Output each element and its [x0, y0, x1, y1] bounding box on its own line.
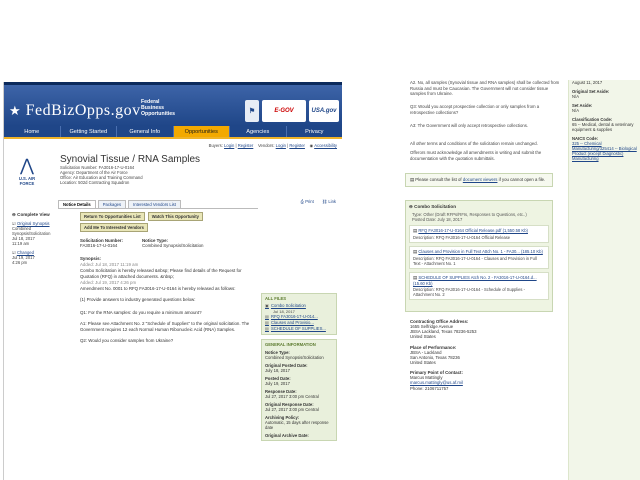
document-icon: ▤	[265, 320, 269, 325]
complete-view-header	[12, 212, 56, 218]
gi-label: Response Date:	[265, 389, 297, 394]
synopsis-text: (1) Provide answers to industry generated questions below:	[80, 296, 196, 302]
check-icon: ☑	[12, 250, 16, 255]
combo-solicitation-title	[409, 204, 549, 210]
notice-prefix: Please consult the list of	[415, 177, 462, 182]
check-icon: ☑	[12, 221, 16, 226]
notice-details	[80, 212, 254, 344]
complete-view-sidebar	[12, 212, 56, 269]
nav-agencies[interactable]: Agencies	[230, 126, 287, 137]
link-icon: ⛓	[321, 199, 328, 204]
answer-text: A1: Please see Attachment No. 2 "Schedule of Supplies" to the original solicitation. The Government requires 12 each Normal Human Ribonucleic Acid (RNA) Samples.	[80, 320, 250, 332]
seal-icon: ⚑	[245, 100, 259, 122]
place-of-performance-line: JBSA - Lackland	[410, 349, 442, 355]
air-force-wing-icon: ⋀	[20, 156, 34, 175]
printer-icon: ⎙	[300, 199, 305, 204]
nav-getting-started[interactable]: Getting Started	[61, 126, 118, 137]
gi-value: Jul 27, 2017 3:00 pm Central	[265, 394, 319, 399]
history-item-date: Jul 18, 2017	[12, 236, 35, 241]
attachment-link[interactable]: SCHEDULE OF SUPPLIES Atch No. 2 - FA3016-17-U-0164.d... (15.60 Kb)	[413, 275, 537, 287]
site-tagline: Federal Business Opportunities	[141, 99, 176, 117]
history-item-date: Jul 19, 2017	[12, 255, 35, 260]
contracting-office-line: United States	[410, 334, 436, 340]
main-page-panel	[3, 82, 342, 480]
site-banner	[4, 82, 342, 126]
document-icon: ▤	[265, 326, 269, 331]
question-text: Q3: Would you accept prospective collection or only samples from a retrospective collections?	[410, 104, 540, 115]
synopsis-section	[80, 256, 254, 344]
far-value: N/A	[572, 108, 579, 113]
page-title: Synovial Tissue / RNA Samples	[60, 154, 201, 165]
agency-logo-label: U.S. AIR FORCE	[18, 176, 36, 186]
notice-sidebar	[261, 293, 337, 441]
notice-tabs	[58, 200, 181, 208]
synopsis-text: Amendment No. 0001 to RFQ FA3016-17-U-0164 is hereby released as follows:	[80, 285, 236, 291]
office-line: Office: Air Education and Training Command	[60, 175, 143, 180]
tab-notice-details[interactable]: Notice Details	[58, 200, 96, 208]
contracting-office-line: 1655 Selfridge Avenue	[410, 324, 454, 329]
history-item-link[interactable]: Changed	[16, 250, 34, 255]
combo-type: Type: Other (Draft RFPs/RFIs, Responses to Questions, etc..)	[412, 212, 527, 217]
combo-solicitation-box	[405, 200, 553, 312]
document-icon: ▤	[410, 177, 415, 182]
synopsis-added-date: Added: Jul 19, 2017 4:26 pm	[80, 279, 137, 285]
far-value: N/A	[572, 94, 579, 99]
attachment-description: Description: RFQ FA3016-17-U-0164 - Clauses and Provision in Full Text - Attachment No. 1	[413, 256, 537, 267]
all-files-header: ALL FILES	[265, 296, 287, 301]
nav-privacy[interactable]: Privacy	[287, 126, 343, 137]
combo-solicitation-label: Combo Solicitation	[270, 303, 306, 308]
attachment-description: Description: RFQ FA3016-17-U-0164 - Schedule of Supplies - Attachment No. 2	[413, 287, 525, 298]
return-to-list-button[interactable]: Return To Opportunities List	[80, 212, 145, 221]
contact-email-link[interactable]: marcus.mattingly@us.af.mil	[410, 380, 463, 386]
notice-suffix: if you cannot open a file.	[498, 177, 546, 182]
attachment-item	[409, 272, 549, 300]
site-logo[interactable]	[9, 102, 141, 120]
place-of-performance-label: Place of Performance:	[410, 344, 457, 350]
tab-packages[interactable]: Packages	[98, 200, 126, 208]
notice-type-value: Combined Synopsis/Solicitation	[142, 243, 204, 248]
location-line: Location: 502d Contracting Squadron	[60, 180, 130, 185]
buyers-register-link[interactable]: Register	[237, 143, 254, 148]
gi-value: Combined Synopsis/Solicitation	[265, 355, 324, 360]
vendors-login-link[interactable]: Login	[275, 143, 286, 148]
history-item-time: 4:26 pm	[12, 260, 28, 265]
notice-type-label: Notice Type:	[142, 238, 169, 243]
minus-icon: ⊖	[12, 212, 16, 217]
attachment-item	[409, 225, 549, 243]
continued-sidebar-panel	[568, 80, 640, 480]
question-text: Q2: Would you consider samples from Ukraine?	[80, 337, 174, 343]
document-icon: ▤	[413, 275, 418, 281]
notice-header	[60, 154, 290, 185]
page-actions	[301, 199, 336, 205]
attachment-link[interactable]: RFQ FA3016-17-U-0164 Official Release.pdf (1,550.58 Kb)	[418, 228, 528, 234]
far-label: Original Set Aside:	[572, 89, 610, 94]
main-nav	[4, 126, 342, 139]
site-logo-text: FedBizOpps.gov	[25, 102, 141, 119]
place-of-performance-line: San Antonio, Texas 78236	[410, 354, 460, 360]
naics-code-link[interactable]: 325 -- Chemical Manufacturing/325414 -- Biological Product (except Diagnostic) Manufacturing	[572, 141, 637, 161]
usagov-logo[interactable]: USA.gov	[309, 100, 339, 122]
question-text: Q1: For the RNA samples: do you require a minimum amount?	[80, 309, 202, 315]
tab-divider	[58, 208, 258, 209]
contracting-office-line: JBSA Lackland, Texas 78236-5253	[410, 329, 477, 335]
solicitation-number-value: FA3016-17-U-0164	[80, 243, 118, 248]
complete-view-title: Complete View	[17, 212, 50, 217]
vendors-register-link[interactable]: Register	[289, 143, 305, 148]
combo-posted-date: Posted Date: July 18, 2017	[412, 217, 463, 223]
agency-line: Agency: Department of the Air Force	[60, 170, 128, 175]
gi-value: July 18, 2017	[265, 368, 290, 373]
solicitation-number-line: Solicitation Number: FA3016-17-U-0164	[60, 165, 135, 170]
document-icon: ▤	[413, 249, 418, 255]
terms-text: All other terms and conditions of the solicitation remain unchanged.	[410, 141, 538, 146]
synopsis-added-date: Added: Jul 18, 2017 11:19 am	[80, 261, 139, 267]
gi-label: Posted Date:	[265, 376, 291, 381]
watch-opportunity-button[interactable]: Watch This Opportunity	[148, 212, 203, 221]
accessibility-link[interactable]: Accessibility	[314, 143, 337, 148]
document-viewers-link[interactable]: document viewers	[462, 177, 498, 182]
agency-logo	[12, 156, 42, 188]
attachment-item	[409, 246, 549, 269]
link-label: Link	[328, 199, 336, 204]
combo-solicitation-date: Jul 18, 2017	[273, 309, 295, 314]
tab-interested-vendors[interactable]: Interested Vendors List	[128, 200, 181, 208]
far-label: NAICS Code:	[572, 136, 599, 141]
document-icon: ▤	[413, 228, 418, 234]
far-value: 65 -- Medical, dental & veterinary equipment & supplies	[572, 122, 634, 132]
document-viewer-notice	[405, 173, 553, 187]
offerors-text: Offerors must acknowledge all amendments in writing and submit the documentation with the quotation submittals.	[410, 150, 542, 161]
file-link[interactable]	[265, 326, 333, 332]
combo-title-text: Combo Solicitation	[414, 204, 456, 209]
history-item	[12, 250, 56, 265]
vendors-label: Vendors:	[257, 143, 275, 148]
gi-value: July 19, 2017	[265, 381, 290, 386]
nav-home[interactable]: Home	[4, 126, 61, 137]
history-item-time: 11:19 am	[12, 241, 30, 246]
synopsis-text: Combo Solicitation is hereby released &nbsp; Please find details of the Request for Quotation (RFQ) in attached documents. &nbsp;	[80, 267, 242, 279]
document-icon: ▤	[265, 314, 269, 319]
print-button[interactable]	[301, 199, 314, 205]
add-to-vendors-button[interactable]: Add Me To Interested Vendors	[80, 223, 148, 232]
contact-phone: Phone: 2106711757	[410, 385, 449, 391]
gi-label: Original Posted Date:	[265, 363, 308, 368]
solicitation-number-label: Solicitation Number:	[80, 238, 123, 243]
link-button[interactable]	[322, 199, 336, 205]
file-label: Clauses and Provisio...	[270, 320, 314, 325]
accessibility-icon: ◉	[309, 143, 314, 148]
general-information-header: GENERAL INFORMATION	[265, 342, 316, 347]
minus-icon: ⊖	[409, 204, 413, 209]
user-bar: Buyers: Login | Register Vendors: Login | Register ◉ Accessibility	[208, 143, 337, 148]
gi-label: Notice Type:	[265, 350, 290, 355]
gi-label: Original Archive Date:	[265, 433, 309, 438]
contact-section	[410, 316, 550, 391]
star-icon: ★	[9, 103, 22, 118]
buyers-label: Buyers:	[208, 143, 223, 148]
history-item-type: Combined Synopsis/Solicitation	[12, 226, 51, 236]
gi-label: Archiving Policy:	[265, 415, 300, 420]
file-label: SCHEDULE OF SUPPLIES...	[270, 326, 326, 331]
all-files-box	[261, 293, 337, 335]
gi-label: Original Response Date:	[265, 402, 314, 407]
synopsis-label: Synopsis:	[80, 255, 101, 261]
answer-text: A2. No, all samples (Synovial tissue and RNA samples) shall be collected from Russia and must be Caucasian. The Government will not consider tissue samples from Ukraine.	[410, 80, 560, 97]
history-item-link[interactable]: Original Synopsis	[16, 221, 50, 226]
attachment-link[interactable]: Clauses and Provision in Full Text Attch No. 1 - FA30... (185.10 Kb)	[418, 249, 543, 255]
egov-logo[interactable]: E-GOV	[262, 100, 306, 122]
archive-date-value: August 11, 2017	[572, 80, 603, 85]
general-information-box	[261, 339, 337, 441]
far-label: Classification Code:	[572, 117, 613, 122]
continued-details-panel	[402, 80, 562, 480]
nav-opportunities[interactable]: Opportunities	[174, 126, 231, 137]
point-of-contact-label: Primary Point of Contact:	[410, 370, 463, 376]
attachment-description: Description: RFQ FA3016-17-U-0164 Official Release	[413, 235, 511, 241]
buyers-login-link[interactable]: Login	[224, 143, 235, 148]
far-label: Set Aside:	[572, 103, 593, 108]
folder-icon: ▣	[265, 303, 269, 308]
partner-logos	[245, 99, 339, 123]
contracting-office-label: Contracting Office Address:	[410, 319, 469, 324]
gi-value: Automatic, 15 days after response date	[265, 420, 329, 430]
place-of-performance-line: United States	[410, 360, 436, 366]
gi-value: Jul 27, 2017 3:00 pm Central	[265, 407, 319, 412]
history-item	[12, 221, 56, 246]
nav-general-info[interactable]: General Info	[117, 126, 174, 137]
print-label: Print	[305, 199, 314, 204]
contact-name: Marcus Mattingly	[410, 375, 443, 381]
answer-text: A3: The Government will only accept retrospective collections.	[410, 123, 529, 128]
file-label: RFQ FA3016-17-U-014...	[270, 314, 318, 319]
